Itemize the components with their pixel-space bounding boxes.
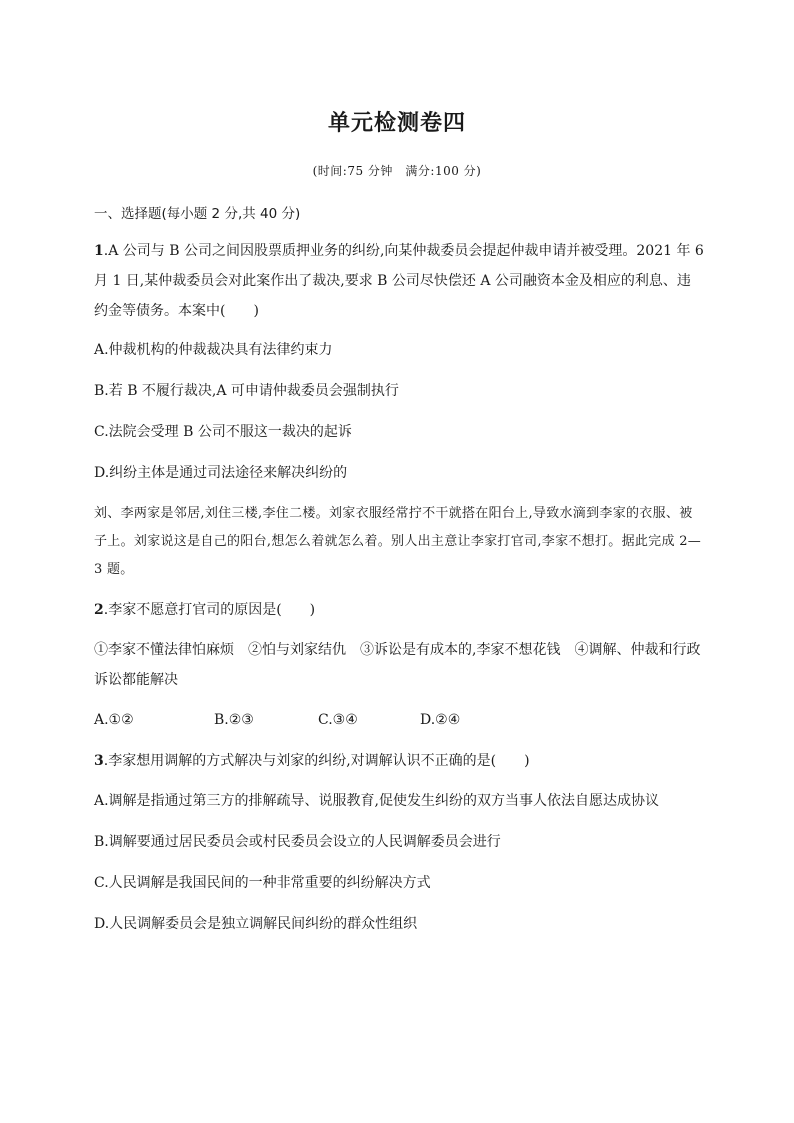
- option-3d: D.人民调解委员会是独立调解民间纠纷的群众性组织: [94, 916, 418, 932]
- option-1b: B.若 B 不履行裁决,A 可申请仲裁委员会强制执行: [94, 383, 399, 399]
- question-3: [94, 751, 704, 771]
- option-1c: C.法院会受理 B 公司不服这一裁决的起诉: [94, 424, 352, 440]
- option-3c: C.人民调解是我国民间的一种非常重要的纠纷解决方式: [94, 875, 431, 891]
- question-number: 3: [94, 753, 104, 769]
- option-2d: D.②④: [420, 712, 461, 728]
- option-3b: B.调解要通过居民委员会或村民委员会设立的人民调解委员会进行: [94, 834, 501, 850]
- question-2-options: [94, 710, 704, 730]
- question-2-statements: ①李家不懂法律怕麻烦 ②怕与刘家结仇 ③诉讼是有成本的,李家不想花钱 ④调解、仲裁和行政诉讼都能解决: [94, 642, 701, 688]
- question-2: [94, 600, 704, 620]
- exam-time-score: (时间:75 分钟 满分:100 分): [312, 164, 482, 178]
- question-stem: .李家想用调解的方式解决与刘家的纠纷,对调解认识不正确的是( ): [103, 753, 530, 769]
- question-1: [94, 236, 704, 326]
- option-1a: A.仲裁机构的仲裁裁决具有法律约束力: [94, 342, 333, 358]
- option-2c: C.③④: [318, 712, 358, 728]
- question-number: 2: [94, 602, 104, 618]
- option-3a: A.调解是指通过第三方的排解疏导、说服教育,促使发生纠纷的双方当事人依法自愿达成协议: [94, 793, 660, 809]
- question-number: 1: [94, 243, 104, 259]
- reading-passage: 刘、李两家是邻居,刘住三楼,李住二楼。刘家衣服经常拧不干就搭在阳台上,导致水滴到李家的衣服、被子上。刘家说这是自己的阳台,想怎么着就怎么着。别人出主意让李家打官司,李家不想打。据此完成 2—3 题。: [94, 506, 702, 577]
- option-2a: A.①②: [94, 712, 134, 728]
- option-2b: B.②③: [214, 712, 254, 728]
- page-title: 单元检测卷四: [327, 111, 466, 136]
- section-heading: 一、选择题(每小题 2 分,共 40 分): [94, 206, 301, 222]
- option-1d: D.纠纷主体是通过司法途径来解决纠纷的: [94, 465, 348, 481]
- question-stem: .A 公司与 B 公司之间因股票质押业务的纠纷,向某仲裁委员会提起仲裁申请并被受理。2021 年 6 月 1 日,某仲裁委员会对此案作出了裁决,要求 B 公司尽快偿还 A 公司融资本金及相应的利息、违约金等债务。本案中( ): [94, 243, 704, 319]
- question-stem: .李家不愿意打官司的原因是( ): [103, 602, 316, 618]
